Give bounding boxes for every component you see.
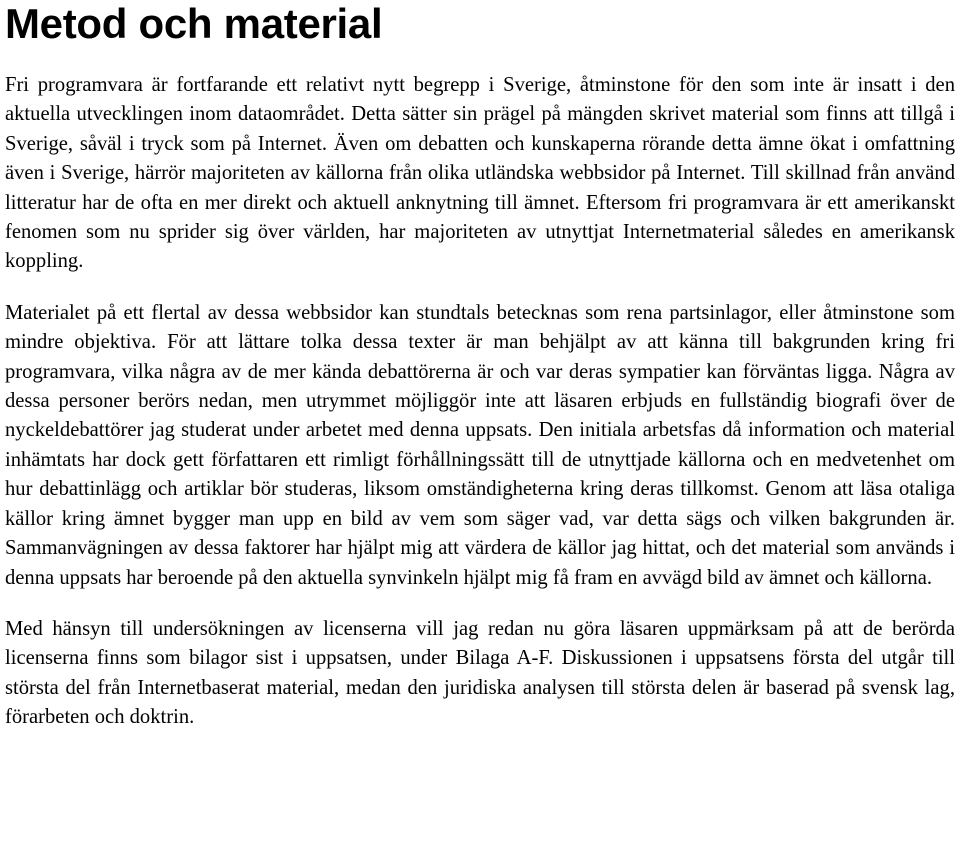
document-page xyxy=(5,0,955,733)
section-heading: Metod och material xyxy=(5,0,383,47)
paragraph-3: Med hänsyn till undersökningen av licenserna vill jag redan nu göra läsaren uppmärksam på att de berörda licenserna finns som bilagor sist i uppsatsen, under Bilaga A-F. Diskussionen i uppsatsens första del utgår till största del från Internetbaserat material, medan den juridiska analysen till största delen är baserad på svensk lag, förarbeten och doktrin. xyxy=(5,617,955,729)
paragraph-1: Fri programvara är fortfarande ett relativt nytt begrepp i Sverige, åtminstone för den som inte är insatt i den aktuella utvecklingen inom dataområdet. Detta sätter sin prägel på mängden skrivet material som finns att tillgå i Sverige, såväl i tryck som på Internet. Även om debatten och kunskaperna rörande detta ämne ökat i omfattning även i Sverige, härrör majoriteten av källorna från olika utländska webbsidor på Internet. Till skillnad från använd litteratur har de ofta en mer direkt och aktuell anknytning till ämnet. Eftersom fri programvara är ett amerikanskt fenomen som nu sprider sig över världen, har majoriteten av utnyttjat Internetmaterial således en amerikansk koppling. xyxy=(5,74,955,273)
paragraph-2: Materialet på ett flertal av dessa webbsidor kan stundtals betecknas som rena partsinlagor, eller åtminstone som mindre objektiva. För att lättare tolka dessa texter är man behjälpt av att känna till bakgrunden kring fri programvara, vilka några av de mer kända debattörerna är och var deras sympatier kan förväntas ligga. Några av dessa personer berörs nedan, men utrymmet möjliggör inte att läsaren erbjuds en fullständig biografi över de nyckeldebattörer jag studerat under arbetet med denna uppsats. Den initiala arbetsfas då information och material inhämtats har dock gett författaren ett rimligt förhållningssätt till de utnyttjade källorna och en medvetenhet om hur debattinlägg och artiklar bör studeras, liksom omständigheterna kring deras tillkomst. Genom att läsa otaliga källor kring ämnet bygger man upp en bild av vem som säger vad, var detta sägs och vilken bakgrunden är. Sammanvägningen av dessa faktorer har hjälpt mig att värdera de källor jag hittat, och det material som används i denna uppsats har beroende på den aktuella synvinkeln hjälpt mig få fram en avvägd bild av ämnet och källorna. xyxy=(5,301,955,589)
